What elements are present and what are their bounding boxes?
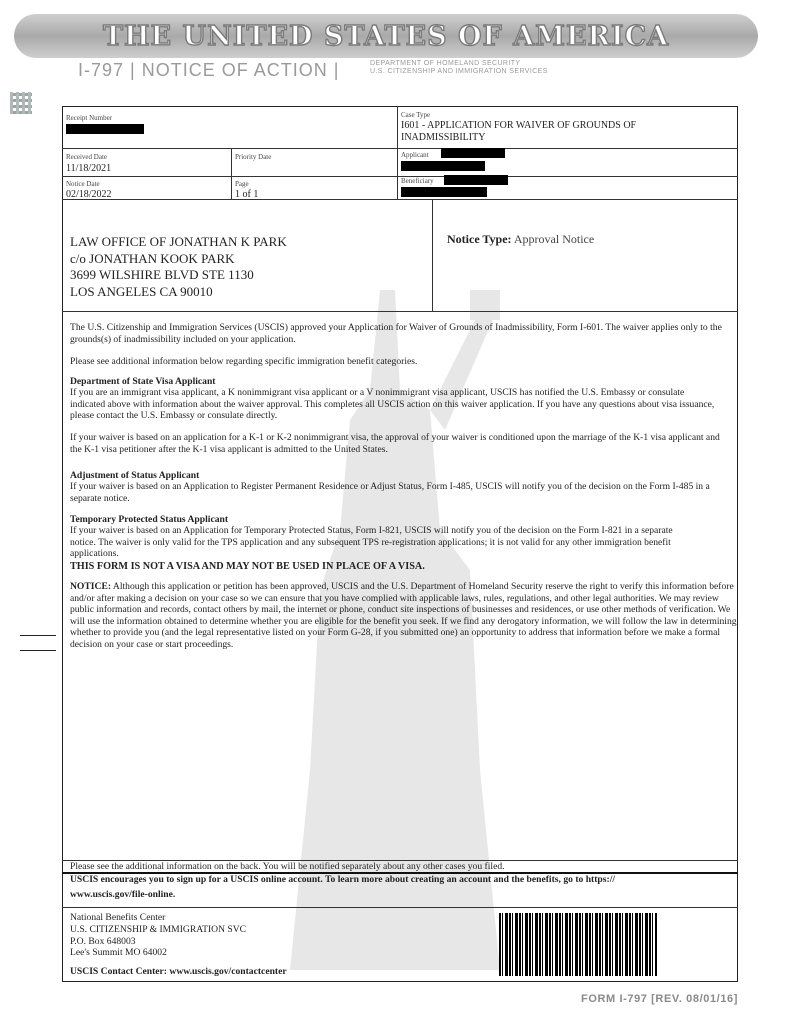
agency-line-1: DEPARTMENT OF HOMELAND SECURITY	[370, 60, 521, 67]
beneficiary-redacted	[444, 175, 508, 185]
received-date-label: Received Date	[66, 153, 108, 161]
office-line: National Benefits Center	[70, 912, 166, 923]
datamatrix-code	[10, 92, 32, 114]
tps-paragraph: If your waiver is based on an Application for Temporary Protected Status, Form I-821, USCIS will notify you of the decision on the Form I-821 in a separate notice. The waiver is only valid for the TPS application and any subsequent TPS re-registration applications; it is not valid for any other immigration benefit applications.	[70, 525, 673, 560]
notice-type-label: Notice Type:	[447, 232, 512, 246]
address-line: 3699 WILSHIRE BLVD STE 1130	[70, 267, 254, 282]
notice-type-value: Approval Notice	[513, 232, 595, 246]
received-date-value: 11/18/2021	[66, 163, 112, 174]
office-line: P.O. Box 648003	[70, 935, 136, 947]
fold-mark	[20, 635, 56, 636]
additional-info-paragraph: Please see additional information below regarding specific immigration benefit categories.	[70, 356, 418, 367]
grid-line	[62, 176, 738, 177]
dos-paragraph-2: If your waiver is based on an application for a K-1 or K-2 nonimmigrant visa, the approval of your waiver is conditioned upon the marriage of the K-1 visa applicant and the K-1 visa petitioner after the K-1 visa applicant is admitted to the United States.	[70, 432, 720, 455]
agency-block	[370, 60, 548, 76]
office-block	[70, 912, 246, 959]
beneficiary-label: Beneficiary	[401, 177, 434, 185]
notice-label: NOTICE:	[70, 581, 112, 592]
grid-line	[231, 148, 232, 199]
not-a-visa-statement: THIS FORM IS NOT A VISA AND MAY NOT BE USED IN PLACE OF A VISA.	[70, 561, 425, 572]
fold-mark	[20, 650, 56, 651]
online-account-line-2: www.uscis.gov/file-online.	[70, 889, 176, 900]
case-type-label: Case Type	[401, 111, 431, 119]
address-line: LAW OFFICE OF JONATHAN K PARK	[70, 234, 287, 249]
grid-line	[62, 907, 738, 908]
receipt-number-label: Receipt Number	[66, 114, 113, 122]
address-line: LOS ANGELES CA 90010	[70, 283, 213, 299]
back-info-text: Please see the additional information on the back. You will be notified separately about any other cases you filed.	[70, 861, 505, 872]
receipt-number-redacted	[66, 124, 144, 134]
aos-paragraph: If your waiver is based on an Application to Register Permanent Residence or Adjust Status, Form I-485, USCIS will notify you of the decision on the Form I-485 in a separate notice.	[70, 481, 710, 504]
grid-line	[62, 199, 738, 200]
address-line: c/o JONATHAN KOOK PARK	[70, 250, 235, 266]
form-title: I-797 | NOTICE OF ACTION |	[78, 60, 340, 80]
notice-text: Although this application or petition has been approved, USCIS and the U.S. Department of Homeland Security reserve the right to verify this information before and/or after making a decision on your case so we can ensure that you have complied with applicable laws, rules, regulations, and other legal authorities. We may review public information and records, contact others by mail, the internet or phone, conduct site inspections of businesses and residences, or use other methods of verification. We will use the information obtained to determine whether you are eligible for the benefit you seek. If we find any derogatory information, we will follow the law in determining whether to provide you (and the legal representative listed on your Form G-28, if you submitted one) an opportunity to address that information before we make a formal decision on your case or start proceedings.	[70, 581, 737, 650]
approval-paragraph: The U.S. Citizenship and Immigration Services (USCIS) approved your Application for Waiver of Grounds of Inadmissibility, Form I-601. The waiver applies only to the grounds(s) of inadmissibility included on your application.	[70, 322, 722, 345]
case-type-value-line1: I601 - APPLICATION FOR WAIVER OF GROUNDS OF	[401, 120, 637, 131]
applicant-redacted	[441, 148, 505, 158]
banner-title: THE UNITED STATES OF AMERICA	[102, 20, 670, 52]
form-revision: FORM I-797 [REV. 08/01/16]	[581, 993, 739, 1005]
notice-date-value: 02/18/2022	[66, 189, 112, 200]
header-banner	[14, 14, 758, 58]
tps-heading: Temporary Protected Status Applicant	[70, 514, 229, 525]
notice-date-label: Notice Date	[66, 180, 100, 188]
office-line: Lee's Summit MO 64002	[70, 947, 167, 959]
grid-line	[62, 311, 738, 312]
beneficiary-redacted	[401, 187, 487, 197]
agency-line-2: U.S. CITIZENSHIP AND IMMIGRATION SERVICES	[370, 68, 548, 75]
notice-type	[447, 232, 594, 247]
notice-paragraph	[70, 581, 738, 651]
mailing-address	[70, 234, 287, 300]
aos-heading: Adjustment of Status Applicant	[70, 470, 200, 481]
dos-heading: Department of State Visa Applicant	[70, 376, 216, 387]
grid-line	[62, 148, 738, 149]
page-value: 1 of 1	[235, 189, 259, 200]
applicant-redacted	[401, 161, 485, 171]
online-account-line-1: USCIS encourages you to sign up for a USCIS online account. To learn more about creating an account and the benefits, go to https://	[70, 874, 616, 885]
contact-center: USCIS Contact Center: www.uscis.gov/contactcenter	[70, 966, 287, 977]
barcode	[499, 913, 657, 976]
case-type-value-line2: INADMISSIBILITY	[401, 132, 486, 143]
office-line: U.S. CITIZENSHIP & IMMIGRATION SVC	[70, 923, 247, 935]
applicant-label: Applicant	[401, 151, 429, 159]
priority-date-label: Priority Date	[235, 153, 272, 161]
page-label: Page	[235, 180, 249, 188]
grid-line	[432, 199, 433, 311]
grid-line	[397, 106, 398, 199]
dos-paragraph-1: If you are an immigrant visa applicant, a K nonimmigrant visa applicant or a V nonimmigrant visa applicant, USCIS has notified the U.S. Embassy or consulate indicated above with information about the waiver approval. This completes all USCIS action on this waiver application. If you have any questions about visa issuance, please contact the U.S. Embassy or consulate directly.	[70, 387, 715, 422]
